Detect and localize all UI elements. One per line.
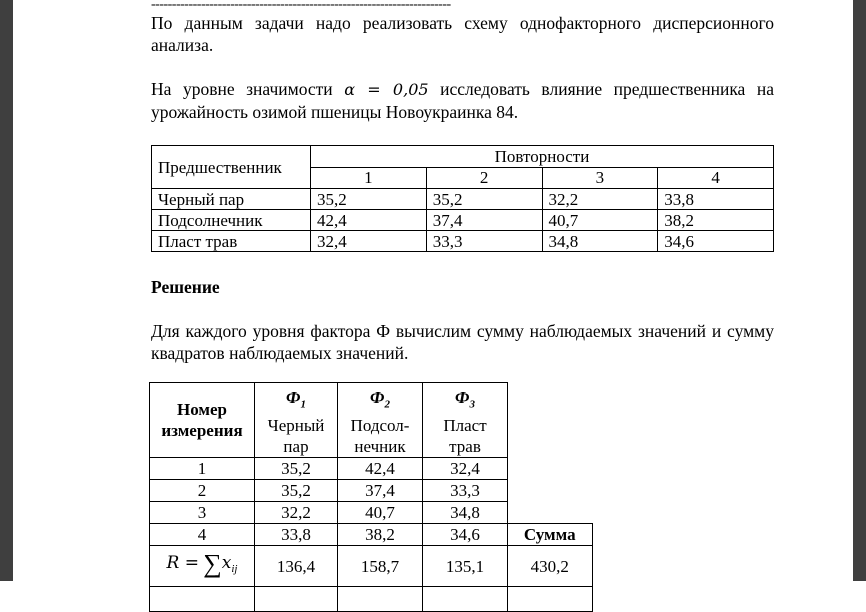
- row-label: Подсолнечник: [152, 210, 311, 231]
- cell: 35,2: [255, 480, 338, 502]
- row-number: 2: [150, 480, 255, 502]
- cell: 38,2: [338, 524, 423, 546]
- empty-cell: [508, 458, 593, 480]
- document-page: [151, 0, 774, 612]
- cell: 42,4: [311, 210, 427, 231]
- header-predecessor: Предшественник: [152, 146, 311, 189]
- paragraph-significance: [151, 78, 774, 123]
- header-col: 1: [311, 167, 427, 189]
- table-row: [152, 210, 774, 231]
- factor-name-line1: Черный: [267, 416, 325, 436]
- text-after-formula: исследовать влияние предшественника на урожайность озимой пшеницы Новоукраинка 84.: [151, 79, 774, 122]
- factor-symbol: $Ф_3$: [455, 388, 475, 411]
- table-row: [150, 502, 593, 524]
- factor-name-line2: трав: [449, 437, 481, 457]
- cell: 33,3: [423, 480, 508, 502]
- cell: 33,8: [255, 524, 338, 546]
- cell: 40,7: [338, 502, 423, 524]
- header-measurement-line2: измерения: [161, 421, 243, 441]
- cell: 35,2: [426, 189, 542, 210]
- paragraph-task: По данным задачи надо реализовать схему однофакторного дисперсионного анализа.: [151, 13, 774, 55]
- cell: 34,8: [542, 231, 658, 252]
- factor-name-line2: нечник: [354, 437, 406, 457]
- r-total: 430,2: [508, 546, 593, 587]
- cell: 40,7: [542, 210, 658, 231]
- cell: 32,2: [542, 189, 658, 210]
- cell: 32,4: [311, 231, 427, 252]
- factor-header: [255, 383, 338, 458]
- header-repetitions: Повторности: [311, 146, 774, 168]
- separator-line: ------------------------------------------------------------------------: [151, 0, 451, 12]
- row-number: 1: [150, 458, 255, 480]
- cell: 37,4: [426, 210, 542, 231]
- factor-header: [338, 383, 423, 458]
- factor-name-line1: Пласт: [443, 416, 487, 436]
- r-var: x: [221, 553, 232, 574]
- factor-name-line2: пар: [283, 437, 309, 457]
- row-label: Черный пар: [152, 189, 311, 210]
- sigma-symbol: ∑: [203, 549, 222, 579]
- alpha-formula: α = 0,05: [344, 80, 429, 99]
- table-row: [150, 524, 593, 546]
- right-border: [853, 0, 866, 581]
- row-number: 4: [150, 524, 255, 546]
- table-row: [150, 480, 593, 502]
- empty-cell: [508, 480, 593, 502]
- cell: [150, 587, 255, 612]
- factor-symbol: $Ф_2$: [370, 388, 390, 411]
- cell: 33,3: [426, 231, 542, 252]
- cell: 32,2: [255, 502, 338, 524]
- header-col: 3: [542, 167, 658, 189]
- cell: 34,6: [658, 231, 774, 252]
- cell: 158,7: [338, 546, 423, 587]
- empty-cell: [508, 383, 593, 458]
- next-row-partial: [150, 587, 593, 612]
- left-border: [0, 0, 13, 581]
- cell: 34,6: [423, 524, 508, 546]
- table-row: [150, 458, 593, 480]
- table-header-row: [150, 383, 593, 458]
- solution-heading: Решение: [151, 277, 220, 297]
- header-col: 2: [426, 167, 542, 189]
- sums-table: [149, 382, 593, 612]
- cell: 34,8: [423, 502, 508, 524]
- sum-header: Сумма: [508, 524, 593, 546]
- factor-symbol: $Ф_1$: [286, 388, 306, 411]
- paragraph-solution: Для каждого уровня фактора Ф вычислим сумму наблюдаемых значений и сумму квадратов наблюдаемых значений.: [151, 321, 774, 363]
- table-header-row: [152, 146, 774, 168]
- cell: 37,4: [338, 480, 423, 502]
- cell: 136,4: [255, 546, 338, 587]
- cell: 35,2: [311, 189, 427, 210]
- header-col: 4: [658, 167, 774, 189]
- row-number: 3: [150, 502, 255, 524]
- text-before-formula: На уровне значимости: [151, 79, 345, 99]
- factor-name-line1: Подсол-: [350, 416, 410, 436]
- cell: [338, 587, 423, 612]
- cell: [508, 587, 593, 612]
- factor-header: [423, 383, 508, 458]
- empty-cell: [508, 502, 593, 524]
- cell: 135,1: [423, 546, 508, 587]
- r-label: R =: [166, 553, 199, 574]
- cell: 42,4: [338, 458, 423, 480]
- table-row: [152, 231, 774, 252]
- row-label: Пласт трав: [152, 231, 311, 252]
- cell: [255, 587, 338, 612]
- cell: 32,4: [423, 458, 508, 480]
- r-sub: ij: [231, 563, 238, 576]
- table-row: [152, 189, 774, 210]
- cell: 38,2: [658, 210, 774, 231]
- header-measurement-line1: Номер: [177, 400, 227, 420]
- cell: 35,2: [255, 458, 338, 480]
- header-measurement: [150, 383, 255, 458]
- cell: 33,8: [658, 189, 774, 210]
- yield-table: [151, 145, 774, 252]
- cell: [423, 587, 508, 612]
